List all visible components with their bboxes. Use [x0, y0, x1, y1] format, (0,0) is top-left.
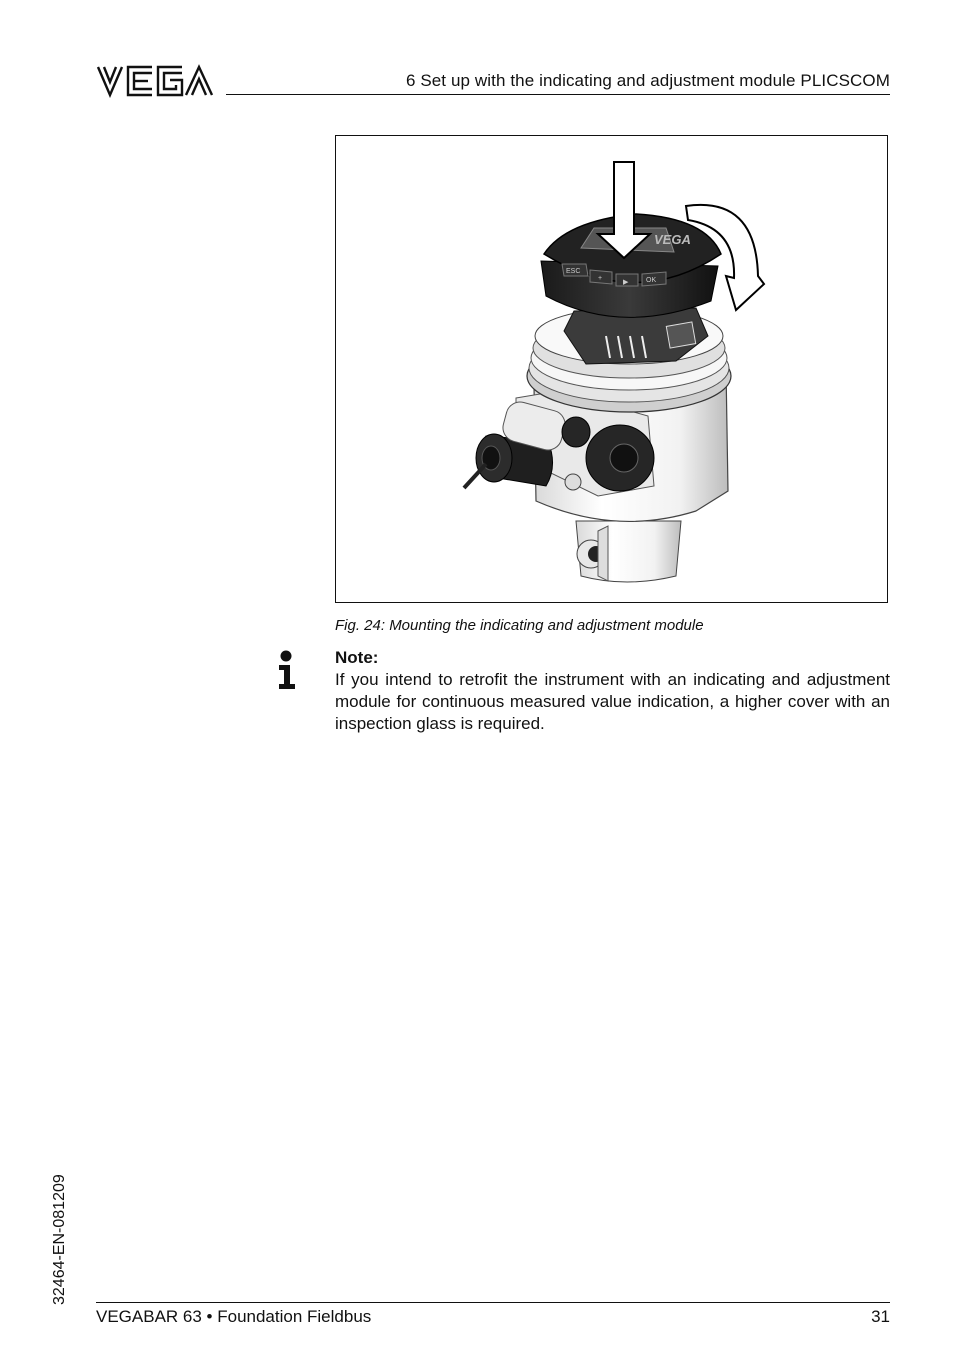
info-icon [277, 650, 297, 690]
vega-logo [96, 64, 214, 98]
figure-caption: Fig. 24: Mounting the indicating and adjustment module [335, 617, 704, 634]
key-label-arrow: ▶ [623, 279, 629, 286]
key-label-esc: ESC [566, 268, 581, 275]
note-body: If you intend to retrofit the instrument with an indicating and adjustment module for continuous measured value indication, a higher cover with an inspection glass is required. [335, 670, 890, 733]
footer-rule [96, 1302, 890, 1303]
page-number: 31 [871, 1307, 890, 1326]
device-illustration [336, 136, 889, 604]
note-block [335, 647, 890, 735]
note-title: Note: [335, 648, 379, 667]
key-label-plus: + [598, 275, 603, 282]
document-id: 32464-EN-081209 [51, 1174, 68, 1305]
footer-product: VEGABAR 63 • Foundation Fieldbus [96, 1307, 372, 1326]
section-title: 6 Set up with the indicating and adjustment module PLICSCOM [405, 71, 890, 90]
figure-frame [335, 135, 888, 603]
key-label-ok: OK [646, 277, 657, 284]
module-logo: VEGA [654, 232, 691, 247]
header-rule [226, 94, 890, 95]
